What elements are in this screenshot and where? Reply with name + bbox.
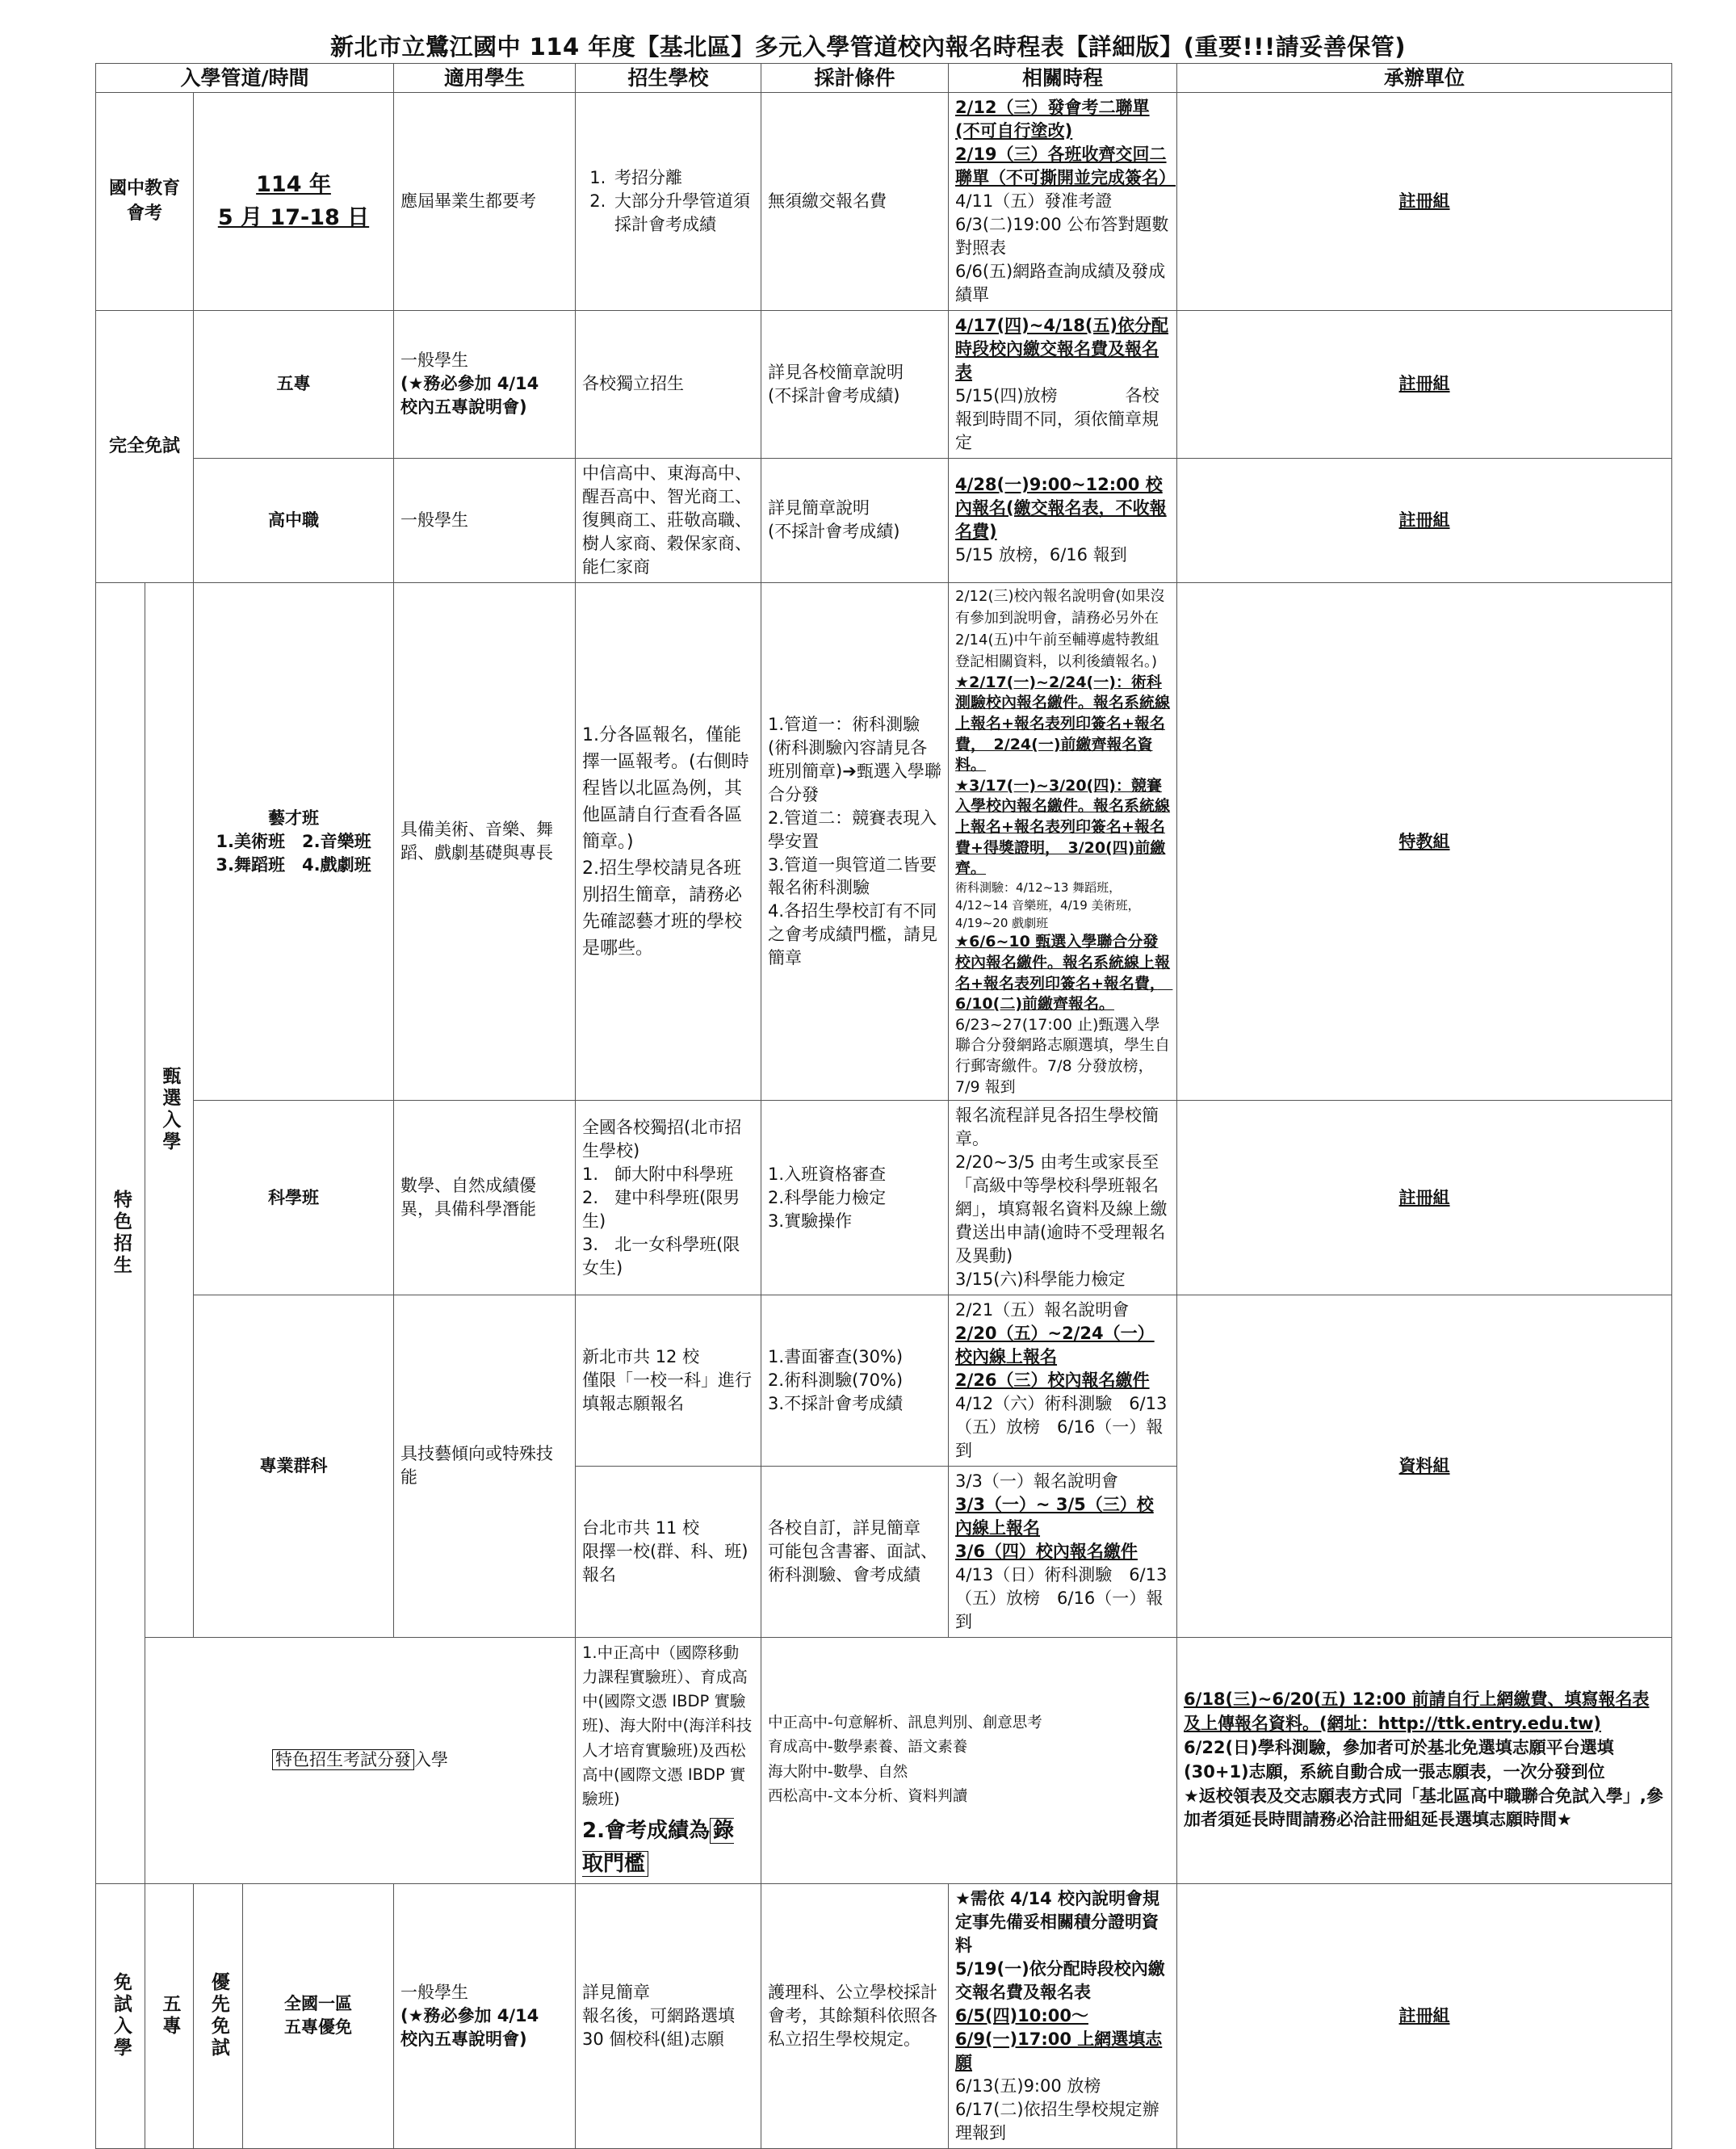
schedule-line: 2/12(三)校內報名說明會(如果沒有參加到說明會，請務必另外在 xyxy=(955,587,1165,627)
art-class-line: 1.美術班 2.音樂班 xyxy=(216,831,371,851)
voc-tpe-schools xyxy=(576,1466,761,1637)
school-line: 報名後，可網路選填 30 個校科(組)志願 xyxy=(582,2005,736,2049)
schedule-line: 6/13(五)9:00 放榜 xyxy=(955,2076,1101,2096)
exempt-sub xyxy=(194,1883,243,2148)
art-students: 具備美術、音樂、舞蹈、戲劇基礎與專長 xyxy=(394,582,576,1101)
exempt-name-line: 五專優免 xyxy=(284,2017,352,2038)
exempt-row xyxy=(96,1883,1672,2148)
free-wuzhuan-schedule xyxy=(949,310,1177,458)
special-sub-label: 甄選入學 xyxy=(159,1066,181,1154)
condition-line: 1.入班資格審查 xyxy=(768,1164,887,1184)
school-name: 建中科學班(限男生) xyxy=(582,1187,740,1231)
special-science-row xyxy=(96,1101,1672,1295)
schedule-line: 5/19(一)依分配時段校內繳交報名費及報名表 xyxy=(955,1958,1165,2002)
science-dept: 註冊組 xyxy=(1177,1101,1672,1295)
school-name: 北一女科學班(限女生) xyxy=(582,1234,740,1278)
exam-students: 應屆畢業生都要考 xyxy=(394,93,576,311)
schedule-line: 4/13（日）術科測驗 6/13（五）放榜 6/16（一）報到 xyxy=(955,1564,1168,1631)
header-schedule: 相關時程 xyxy=(949,64,1177,93)
science-schedule xyxy=(949,1101,1177,1295)
special-channel xyxy=(96,582,145,1883)
schedule-line: 5/15(四)放榜 各校報到時間不同，須依簡章規定 xyxy=(955,385,1159,452)
list-item: 3. 北一女科學班(限女生) xyxy=(582,1234,740,1278)
exempt-condition: 護理科、公立學校採計會考，其餘類科依照各私立招生學校規定。 xyxy=(761,1883,949,2148)
science-schools-head: 全國各校獨招(北市招生學校) xyxy=(582,1117,742,1161)
schedule-line: 2/21（五）報名說明會 xyxy=(955,1300,1130,1320)
free-highschool-row xyxy=(96,458,1672,582)
schedule-line: 術科測驗：4/12~13 舞蹈班，4/12~14 音樂班，4/19 美術班，4/19~20 戲劇班 xyxy=(955,880,1140,930)
schedule-line: 6/6(五)網路查詢成績及發成績單 xyxy=(955,262,1166,304)
free-hs-condition xyxy=(761,458,949,582)
condition-line: 2.管道二：競賽表現入學安置 xyxy=(768,808,937,851)
science-students: 數學、自然成績優異，具備科學潛能 xyxy=(394,1101,576,1295)
school-line: 詳見簡章 xyxy=(582,1982,651,2002)
schedule-line: 報名流程詳見各招生學校簡章。 xyxy=(955,1106,1159,1149)
threshold-prefix: 2.會考成績為 xyxy=(582,1819,710,1844)
free-hs-name: 高中職 xyxy=(194,458,394,582)
exempt-name-line: 全國一區 xyxy=(284,1994,352,2014)
condition-line: 西松高中-文本分析、資料判讀 xyxy=(768,1788,968,1806)
voc-students: 具技藝傾向或特殊技能 xyxy=(394,1295,576,1638)
schedule-line: 2/14(五)中午前至輔導處特教組登記相關資料，以利後續報名。) xyxy=(955,631,1159,670)
art-school-line: 2.招生學校請見各班別招生簡章，請務必先確認藝才班的學校是哪些。 xyxy=(582,858,743,959)
voc-ntpc-schools xyxy=(576,1295,761,1467)
schedule-line: 4/11（五）發准考證 6/3(二)19:00 公布答對題數對照表 xyxy=(955,191,1169,258)
exam-date xyxy=(194,93,394,311)
condition-line: 3.實驗操作 xyxy=(768,1211,853,1231)
schedule-line: 6/18(三)~6/20(五) 12:00 前請自行上網繳費、填寫報名表及上傳報名資料。(網址：http://ttk.entry.edu.tw) xyxy=(1184,1689,1650,1734)
exempt-name xyxy=(243,1883,394,2148)
art-name xyxy=(194,582,394,1101)
school-line: 台北市共 11 校 xyxy=(582,1517,700,1538)
voc-tpe-schedule xyxy=(949,1466,1177,1637)
exempt-students xyxy=(394,1883,576,2148)
exam-days: 5 月 17-18 日 xyxy=(217,204,370,230)
exam-dist-schedule xyxy=(1177,1637,1672,1883)
free-channel: 完全免試 xyxy=(96,310,194,582)
exempt-type-label: 五專 xyxy=(159,1994,181,2038)
header-conditions: 採計條件 xyxy=(761,64,949,93)
special-art-row xyxy=(96,582,1672,1101)
special-voc-ntpc-row xyxy=(96,1295,1672,1467)
free-wuzhuan-row xyxy=(96,310,1672,458)
schedule-line: 6/23~27(17:00 止)甄選入學聯合分發網路志願選填，學生自行郵寄繳件。7/8 分發放榜，7/9 報到 xyxy=(955,1015,1171,1096)
free-wuzhuan-schools: 各校獨立招生 xyxy=(576,310,761,458)
exempt-dept: 註冊組 xyxy=(1177,1883,1672,2148)
exempt-schools xyxy=(576,1883,761,2148)
voc-dept: 資料組 xyxy=(1177,1295,1672,1638)
list-item: 2. 大部分升學管道須採計會考成績 xyxy=(611,190,754,237)
free-wuzhuan-dept: 註冊組 xyxy=(1177,310,1672,458)
schedule-line: 6/22(日)學科測驗，參加者可於基北免選填志願平台選填(30+1)志願，系統自動合成一張志願表，一次分發到位 xyxy=(1184,1737,1614,1782)
condition-line: 可能包含書審、面試、術科測驗、會考成績 xyxy=(768,1541,938,1584)
students-line: 一般學生 xyxy=(400,350,469,371)
list-item: 1. 考招分離 xyxy=(611,166,754,190)
schedule-line: 2/19（三）各班收齊交回二聯單（不可撕開並完成簽名） xyxy=(955,145,1176,188)
school-line: 僅限「一校一科」進行填報志願報名 xyxy=(582,1370,753,1414)
header-students: 適用學生 xyxy=(394,64,576,93)
exam-year: 114 年 xyxy=(256,172,331,198)
condition-line: 育成高中-數學素養、語文素養 xyxy=(768,1739,968,1757)
condition-line: 1.書面審查(30%) xyxy=(768,1347,904,1367)
exempt-schedule xyxy=(949,1883,1177,2148)
art-schedule xyxy=(949,582,1177,1101)
voc-tpe-condition xyxy=(761,1466,949,1637)
condition-line: 海大附中-數學、自然 xyxy=(768,1763,908,1781)
students-note: (★務必參加 4/14 xyxy=(400,374,539,394)
schedule-line: 4/17(四)~4/18(五)依分配時段校內繳交報名費及報名表 xyxy=(955,315,1169,382)
schedule-line: 3/3（一）報名說明會 xyxy=(955,1471,1118,1491)
schedule-line: 6/5(四)10:00～6/9(一)17:00 上網選填志願 xyxy=(955,2005,1163,2072)
school-name: 師大附中科學班 xyxy=(614,1164,734,1184)
art-dept: 特教組 xyxy=(1177,582,1672,1101)
header-row xyxy=(96,64,1672,93)
art-class-line: 3.舞蹈班 4.戲劇班 xyxy=(216,854,371,875)
science-condition xyxy=(761,1101,949,1295)
voc-ntpc-condition xyxy=(761,1295,949,1467)
schedule-line: 2/20~3/5 由考生或家長至「高級中等學校科學班報名網」，填寫報名資料及線上繳費送出申請(逾時不受理報名及異動) xyxy=(955,1152,1168,1266)
exam-dist-school-line: 1.中正高中（國際移動力課程實驗班）、育成高中(國際文憑 IBDP 實驗班)、海大附中(海洋科技人才培育實驗班)及西松高中(國際文憑 IBDP 實驗班) xyxy=(582,1643,753,1809)
free-hs-dept: 註冊組 xyxy=(1177,458,1672,582)
condition-line: 2.術科測驗(70%) xyxy=(768,1370,904,1391)
special-channel-label: 特色招生 xyxy=(110,1189,132,1277)
exam-condition: 無須繳交報名費 xyxy=(761,93,949,311)
schedule-line: ★返校領表及交志願表方式同「基北區高中職聯合免試入學」,參加者須延長時間請務必洽註冊組延長選填志願時間★ xyxy=(1184,1786,1663,1830)
header-dept: 承辦單位 xyxy=(1177,64,1672,93)
condition-line: 各校自訂，詳見簡章 xyxy=(768,1517,921,1538)
header-channel: 入學管道/時間 xyxy=(96,64,394,93)
condition-line: 3.管道一與管道二皆要報名術科測驗 xyxy=(768,854,937,898)
exam-dist-threshold xyxy=(582,1815,754,1880)
condition-line: 詳見簡章說明 xyxy=(768,498,870,518)
condition-line: 1.管道一：術科測驗(術科測驗內容請見各班別簡章)➔甄選入學聯合分發 xyxy=(768,714,941,804)
threshold-boxed: 錄取門檻 xyxy=(582,1819,734,1876)
students-line: 一般學生 xyxy=(400,1982,469,2002)
art-schools xyxy=(576,582,761,1101)
special-sub-channel xyxy=(145,582,194,1637)
exam-schools xyxy=(576,93,761,311)
schedule-line: 3/3（一）~ 3/5（三）校內線上報名 xyxy=(955,1494,1154,1538)
schedule-table xyxy=(95,63,1672,2149)
exam-dist-name xyxy=(145,1637,576,1883)
exempt-channel-label: 免試入學 xyxy=(110,1972,132,2060)
schedule-line: ★6/6~10 甄選入學聯合分發校內報名繳件。報名系統線上報名+報名表列印簽名+報名費， 6/10(二)前繳齊報名。 xyxy=(955,933,1173,1014)
free-wuzhuan-condition xyxy=(761,310,949,458)
exam-dist-name-boxed: 特色招生考試分發 xyxy=(272,1749,414,1770)
condition-line: 2.科學能力檢定 xyxy=(768,1187,887,1207)
schedule-line: 3/15(六)科學能力檢定 xyxy=(955,1270,1126,1290)
art-school-line: 1.分各區報名，僅能擇一區報考。(右側時程皆以北區為例，其他區請自行查看各區簡章。) xyxy=(582,724,749,852)
schedule-line: ★2/17(一)~2/24(一)：術科測驗校內報名繳件。報名系統線上報名+報名表列印簽名+報名費， 2/24(一)前繳齊報名資料。 xyxy=(955,673,1171,774)
school-line: 限擇一校(群、科、班)報名 xyxy=(582,1541,748,1584)
condition-line: (不採計會考成績) xyxy=(768,522,900,542)
special-exam-dist-row xyxy=(96,1637,1672,1883)
free-hs-students: 一般學生 xyxy=(394,458,576,582)
exempt-sub-label: 優先免試 xyxy=(208,1972,229,2060)
free-wuzhuan-students xyxy=(394,310,576,458)
condition-line: (不採計會考成績) xyxy=(768,385,900,405)
schedule-line: 4/28(一)9:00~12:00 校內報名(繳交報名表，不收報名費) xyxy=(955,475,1167,542)
exempt-channel xyxy=(96,1883,145,2148)
schedule-line: 2/20（五）~2/24（一）校內線上報名 xyxy=(955,1324,1155,1367)
science-name: 科學班 xyxy=(194,1101,394,1295)
students-note: (★務必參加 4/14 xyxy=(400,2005,539,2025)
schedule-line: 2/12（三）發會考二聯單(不可自行塗改) xyxy=(955,98,1150,141)
schedule-line: 5/15 放榜，6/16 報到 xyxy=(955,545,1127,565)
page-title: 新北市立鷺江國中 114 年度【基北區】多元入學管道校內報名時程表【詳細版】(重要!!!請妥善保管) xyxy=(330,33,1406,61)
exam-row xyxy=(96,93,1672,311)
school-line: 新北市共 12 校 xyxy=(582,1347,700,1367)
condition-line: 詳見各校簡章說明 xyxy=(768,362,904,382)
art-title: 藝才班 xyxy=(268,808,319,828)
voc-ntpc-schedule xyxy=(949,1295,1177,1467)
exam-dept: 註冊組 xyxy=(1177,93,1672,311)
free-hs-schools: 中信高中、東海高中、醒吾高中、智光商工、復興商工、莊敬高職、樹人家商、穀保家商、能仁家商 xyxy=(576,458,761,582)
schedule-line: 2/26（三）校內報名繳件 xyxy=(955,1370,1150,1391)
art-condition xyxy=(761,582,949,1101)
schedule-line: 3/6（四）校內報名繳件 xyxy=(955,1541,1138,1561)
voc-name: 專業群科 xyxy=(194,1295,394,1638)
condition-line: 4.各招生學校訂有不同之會考成績門檻，請見簡章 xyxy=(768,901,938,968)
exam-dist-schools xyxy=(576,1637,761,1883)
exam-schedule xyxy=(949,93,1177,311)
condition-line: 中正高中-句意解析、訊息判別、創意思考 xyxy=(768,1714,1042,1731)
list-item: 1. 師大附中科學班 xyxy=(582,1164,734,1184)
header-schools: 招生學校 xyxy=(576,64,761,93)
list-item: 2. 建中科學班(限男生) xyxy=(582,1187,740,1231)
free-hs-schedule xyxy=(949,458,1177,582)
schedule-line: ★3/17(一)~3/20(四)：競賽入學校內報名繳件。報名系統線上報名+報名表列印簽名+報名費+得獎證明， 3/20(四)前繳齊。 xyxy=(955,776,1171,878)
condition-line: 3.不採計會考成績 xyxy=(768,1394,904,1414)
students-note: 校內五專說明會) xyxy=(400,2029,527,2049)
students-note: 校內五專說明會) xyxy=(400,397,527,418)
free-wuzhuan-name: 五專 xyxy=(194,310,394,458)
exempt-type xyxy=(145,1883,194,2148)
schedule-line: 4/12（六）術科測驗 6/13（五）放榜 6/16（一）報到 xyxy=(955,1394,1168,1460)
exam-channel: 國中教育會考 xyxy=(96,93,194,311)
schedule-line: 6/17(二)依招生學校規定辦理報到 xyxy=(955,2099,1159,2143)
exam-dist-name-rest: 入學 xyxy=(414,1750,448,1770)
science-schools xyxy=(576,1101,761,1295)
exam-dist-condition xyxy=(761,1637,1177,1883)
schedule-line: ★需依 4/14 校內說明會規定事先備妥相關積分證明資料 xyxy=(955,1888,1159,1955)
